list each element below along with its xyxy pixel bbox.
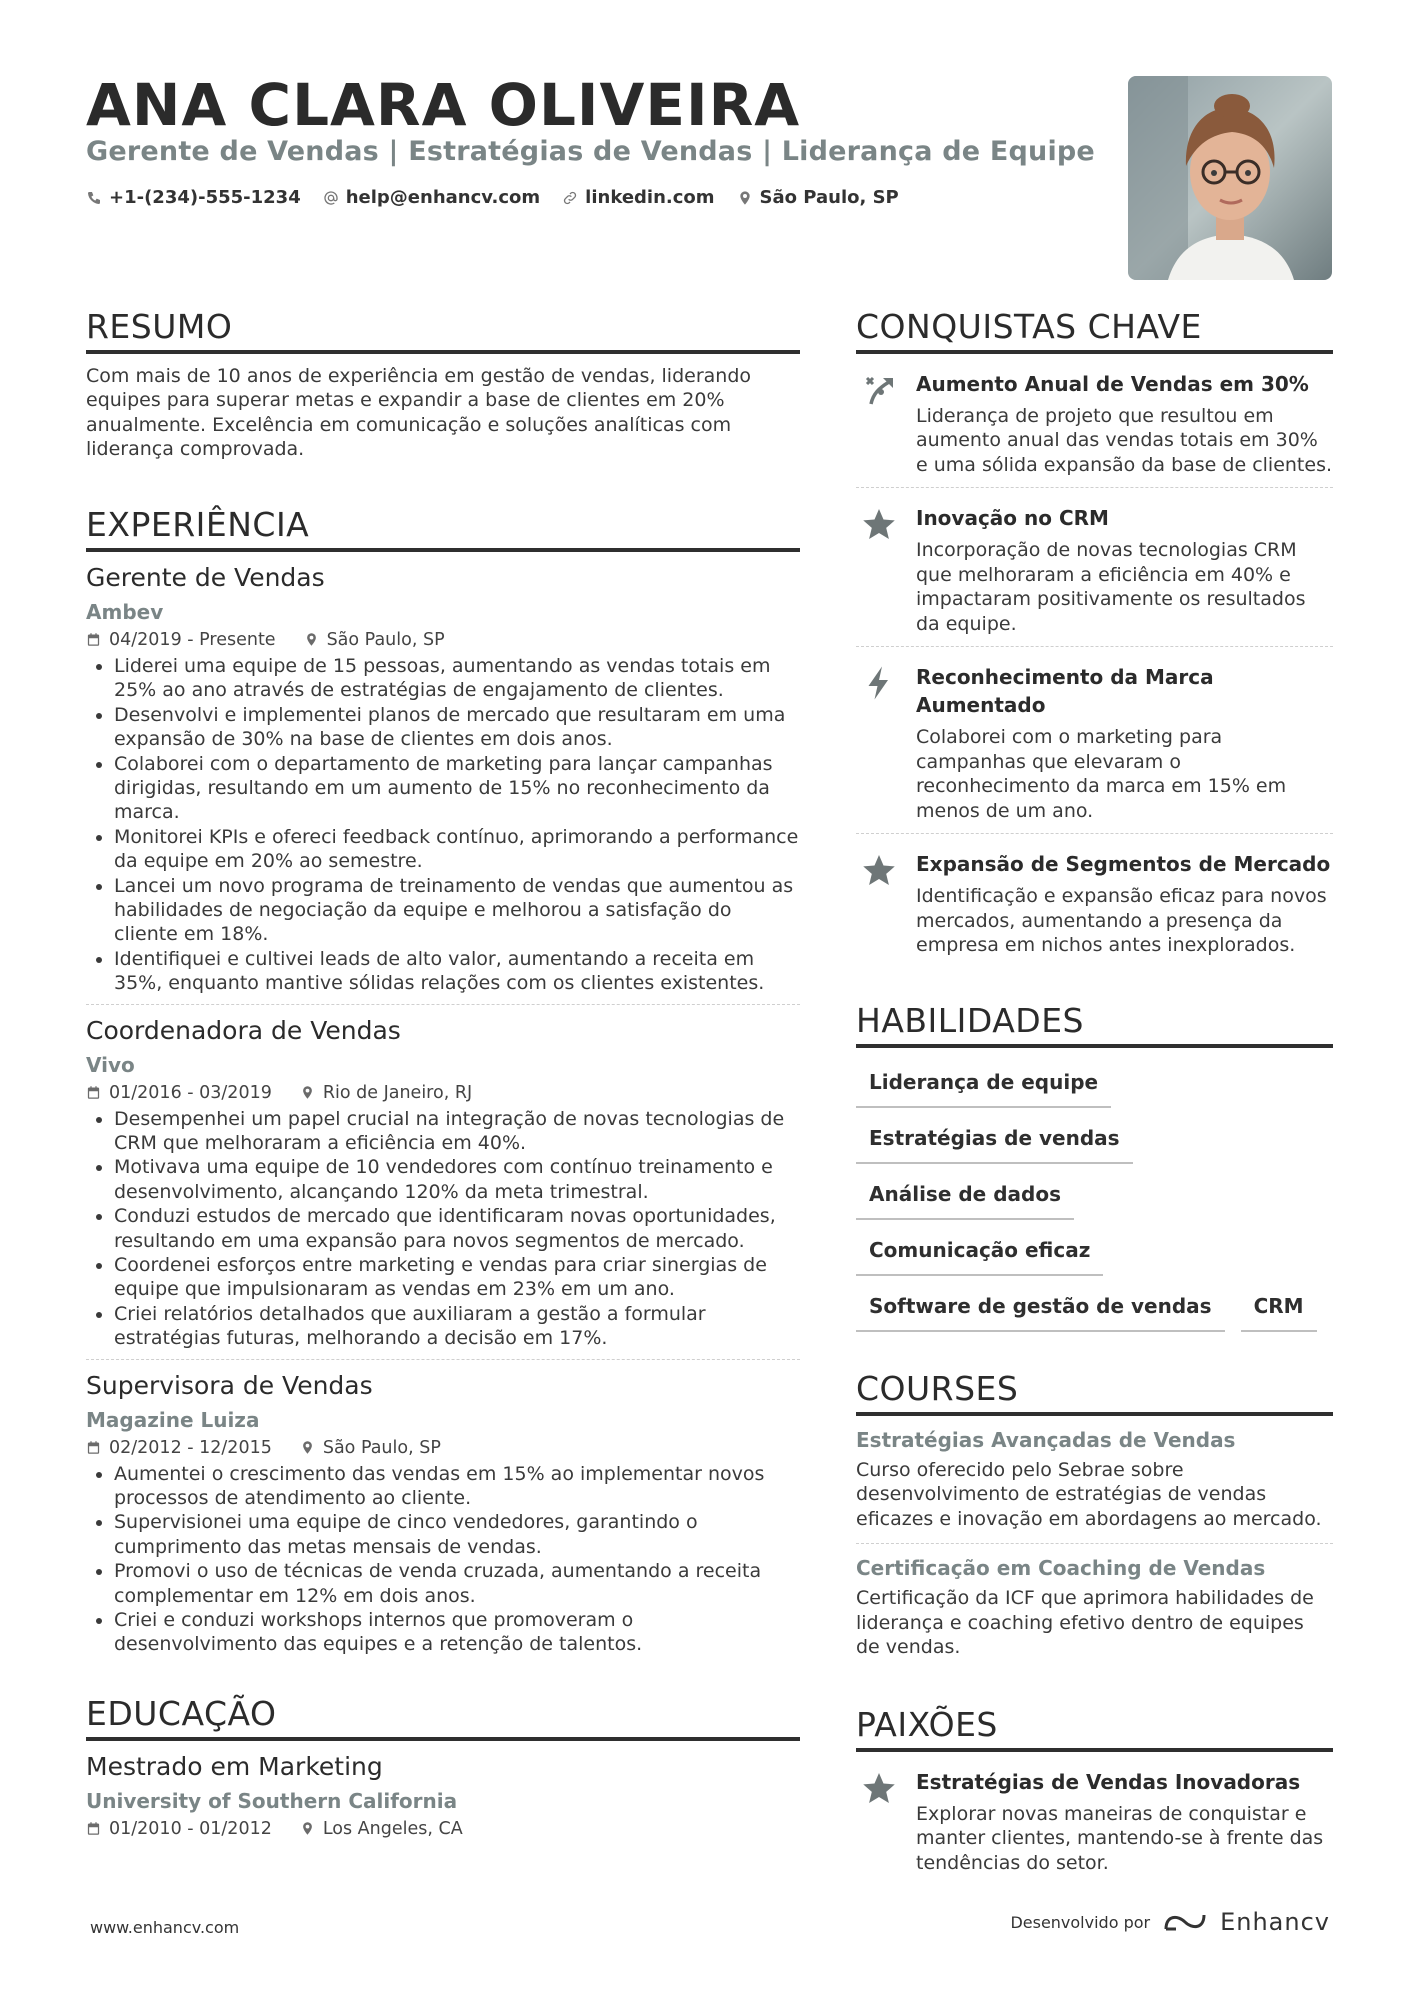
experience-item xyxy=(86,552,800,1005)
bullet-item: • Supervisionei uma equipe de cinco vendedores, garantindo o cumprimento das metas mensais de vendas. xyxy=(114,1510,800,1559)
bullet-item: • Conduzi estudos de mercado que identificaram novas oportunidades, resultando em uma expansão para novos segmentos de mercado. xyxy=(114,1204,800,1253)
headline: Gerente de Vendas | Estratégias de Vendas | Liderança de Equipe xyxy=(86,136,1095,167)
calendar-icon xyxy=(86,1085,101,1100)
experience-item xyxy=(86,1360,800,1665)
left-column xyxy=(86,308,800,1847)
bullet-item: • Promovi o uso de técnicas de venda cruzada, aumentando a receita complementar em 12% em dois anos. xyxy=(114,1559,800,1608)
achievement-item xyxy=(856,647,1333,834)
passion-item xyxy=(856,1752,1333,1886)
course-title: Estratégias Avançadas de Vendas xyxy=(856,1427,1236,1452)
education-dates: 01/2010 - 01/2012 xyxy=(109,1818,272,1839)
contact-bar xyxy=(86,187,899,208)
job-bullets xyxy=(86,654,800,996)
skill-tag: Estratégias de vendas xyxy=(856,1122,1133,1164)
calendar-icon xyxy=(86,1440,101,1455)
course-item xyxy=(856,1544,1333,1672)
section-title-courses: COURSES xyxy=(856,1370,1333,1416)
section-title-skills: HABILIDADES xyxy=(856,1002,1333,1048)
skill-tag: Software de gestão de vendas xyxy=(856,1290,1225,1332)
passion-desc: Explorar novas maneiras de conquistar e manter clientes, mantendo-se à frente das tendências do setor. xyxy=(916,1802,1324,1874)
footer-website[interactable]: www.enhancv.com xyxy=(90,1918,240,1937)
company-name: Vivo xyxy=(86,1052,135,1077)
enhancv-logo-icon xyxy=(1162,1909,1208,1935)
location-icon xyxy=(300,1085,315,1100)
bullet-item: • Colaborei com o departamento de marketing para lançar campanhas dirigidas, resultando em um aumento de 15% no reconhecimento da marca. xyxy=(114,752,800,825)
course-title: Certificação em Coaching de Vendas xyxy=(856,1556,1266,1581)
calendar-icon xyxy=(86,1821,101,1836)
location-icon xyxy=(737,190,753,206)
degree-title: Mestrado em Marketing xyxy=(86,1751,383,1781)
bullet-item: • Monitorei KPIs e ofereci feedback contínuo, aprimorando a performance da equipe em 20% ao semestre. xyxy=(114,825,800,874)
skills-list xyxy=(856,1048,1333,1332)
contact-phone[interactable] xyxy=(86,187,301,208)
company-name: Magazine Luiza xyxy=(86,1407,260,1432)
bullet-item: • Motivava uma equipe de 10 vendedores com contínuo treinamento e desenvolvimento, alcançando 120% da meta trimestral. xyxy=(114,1155,800,1204)
location-icon xyxy=(300,1821,315,1836)
achievement-item xyxy=(856,488,1333,647)
achievement-title: Reconhecimento da Marca Aumentado xyxy=(916,665,1214,718)
contact-linkedin[interactable] xyxy=(562,187,714,208)
course-desc: Certificação da ICF que aprimora habilidades de liderança e coaching efetivo dentro de equipes de vendas. xyxy=(856,1587,1314,1659)
job-meta xyxy=(86,630,800,650)
experience-item xyxy=(86,1005,800,1360)
course-item xyxy=(856,1416,1333,1545)
bullet-item: • Aumentei o crescimento das vendas em 15% ao implementar novos processos de atendimento ao cliente. xyxy=(114,1462,800,1511)
footer-branding[interactable] xyxy=(1010,1908,1330,1936)
school-name: University of Southern California xyxy=(86,1788,458,1813)
powered-by-text: Desenvolvido por xyxy=(1010,1912,1151,1932)
location-icon xyxy=(300,1440,315,1455)
achievement-desc: Incorporação de novas tecnologias CRM que melhoraram a eficiência em 40% e impactaram positivamente os resultados da equipe. xyxy=(916,539,1306,635)
at-icon xyxy=(323,190,339,206)
contact-location xyxy=(737,187,899,208)
job-bullets xyxy=(86,1462,800,1657)
bullet-item: • Lancei um novo programa de treinamento de vendas que aumentou as habilidades de negociação da equipe e melhorou a satisfação do cliente em 18%. xyxy=(114,874,800,947)
link-icon xyxy=(562,190,578,206)
skill-tag: Liderança de equipe xyxy=(856,1066,1111,1108)
job-meta xyxy=(86,1083,800,1103)
phone-icon xyxy=(86,190,102,206)
lightning-icon xyxy=(861,665,897,701)
job-dates: 04/2019 - Presente xyxy=(109,629,276,650)
job-title: Coordenadora de Vendas xyxy=(86,1015,401,1045)
education-meta xyxy=(86,1819,800,1839)
education-location: Los Angeles, CA xyxy=(322,1818,463,1839)
skill-tag: Comunicação eficaz xyxy=(856,1234,1103,1276)
section-title-experience: EXPERIÊNCIA xyxy=(86,506,800,552)
bullet-item: • Desempenhei um papel crucial na integração de novas tecnologias de CRM que melhoraram a eficiência em 40%. xyxy=(114,1107,800,1156)
achievement-desc: Colaborei com o marketing para campanhas que elevaram o reconhecimento da marca em 15% em menos de um ano. xyxy=(916,726,1287,822)
course-desc: Curso oferecido pelo Sebrae sobre desenvolvimento de estratégias de vendas eficazes e inovação em abordagens ao mercado. xyxy=(856,1458,1322,1530)
profile-photo xyxy=(1128,76,1332,280)
achievement-title: Inovação no CRM xyxy=(916,506,1109,531)
job-dates: 01/2016 - 03/2019 xyxy=(109,1082,272,1103)
bullet-item: • Criei e conduzi workshops internos que promoveram o desenvolvimento das equipes e a retenção de talentos. xyxy=(114,1608,800,1657)
contact-email[interactable] xyxy=(323,187,540,208)
job-dates: 02/2012 - 12/2015 xyxy=(109,1437,272,1458)
star-icon xyxy=(861,852,897,888)
brand-name: Enhancv xyxy=(1220,1908,1330,1936)
candidate-name: ANA CLARA OLIVEIRA xyxy=(86,71,801,139)
contact-text: linkedin.com xyxy=(585,187,715,208)
education-item xyxy=(86,1741,800,1847)
job-bullets xyxy=(86,1107,800,1351)
contact-text: São Paulo, SP xyxy=(759,187,899,208)
right-column xyxy=(856,308,1333,1885)
calendar-icon xyxy=(86,632,101,647)
achievement-title: Expansão de Segmentos de Mercado xyxy=(916,852,1331,877)
achievement-desc: Liderança de projeto que resultou em aumento anual das vendas totais em 30% e uma sólida expansão da base de clientes. xyxy=(916,404,1333,476)
growth-arrow-icon xyxy=(861,372,897,408)
summary-text: Com mais de 10 anos de experiência em gestão de vendas, liderando equipes para superar metas e expandir a base de clientes em 20% anualmente. Excelência em comunicação e soluções analíticas com liderança comprovada. xyxy=(86,364,752,461)
job-title: Supervisora de Vendas xyxy=(86,1370,373,1400)
bullet-item: • Identifiquei e cultivei leads de alto valor, aumentando a receita em 35%, enquanto mantive sólidas relações com os clientes existentes. xyxy=(114,947,800,996)
achievement-item xyxy=(856,834,1333,968)
achievement-title: Aumento Anual de Vendas em 30% xyxy=(916,371,1309,396)
passion-title: Estratégias de Vendas Inovadoras xyxy=(916,1769,1301,1794)
job-location: Rio de Janeiro, RJ xyxy=(322,1082,473,1103)
location-icon xyxy=(304,632,319,647)
star-icon xyxy=(861,506,897,542)
section-title-education: EDUCAÇÃO xyxy=(86,1695,800,1741)
section-title-achievements: CONQUISTAS CHAVE xyxy=(856,308,1333,354)
bullet-item: • Coordenei esforços entre marketing e vendas para criar sinergias de equipe que impulsionaram as vendas em 23% em um ano. xyxy=(114,1253,800,1302)
section-title-passions: PAIXÕES xyxy=(856,1706,1333,1752)
achievement-desc: Identificação e expansão eficaz para novos mercados, aumentando a presença da empresa em nichos antes inexplorados. xyxy=(916,885,1327,957)
contact-text: +1-(234)-555-1234 xyxy=(109,187,301,208)
skill-tag: Análise de dados xyxy=(856,1178,1074,1220)
bullet-item: • Desenvolvi e implementei planos de mercado que resultaram em uma expansão de 30% na base de clientes em dois anos. xyxy=(114,703,800,752)
contact-text: help@enhancv.com xyxy=(345,187,541,208)
job-location: São Paulo, SP xyxy=(322,1437,441,1458)
job-location: São Paulo, SP xyxy=(326,629,445,650)
bullet-item: • Criei relatórios detalhados que auxiliaram a gestão a formular estratégias futuras, melhorando a decisão em 17%. xyxy=(114,1302,800,1351)
skill-tag: CRM xyxy=(1241,1290,1317,1332)
star-icon xyxy=(861,1770,897,1806)
bullet-item: • Liderei uma equipe de 15 pessoas, aumentando as vendas totais em 25% ao ano através de estratégias de engajamento de clientes. xyxy=(114,654,800,703)
job-title: Gerente de Vendas xyxy=(86,562,325,592)
achievement-item xyxy=(856,354,1333,489)
section-title-summary: RESUMO xyxy=(86,308,800,354)
company-name: Ambev xyxy=(86,599,164,624)
job-meta xyxy=(86,1438,800,1458)
